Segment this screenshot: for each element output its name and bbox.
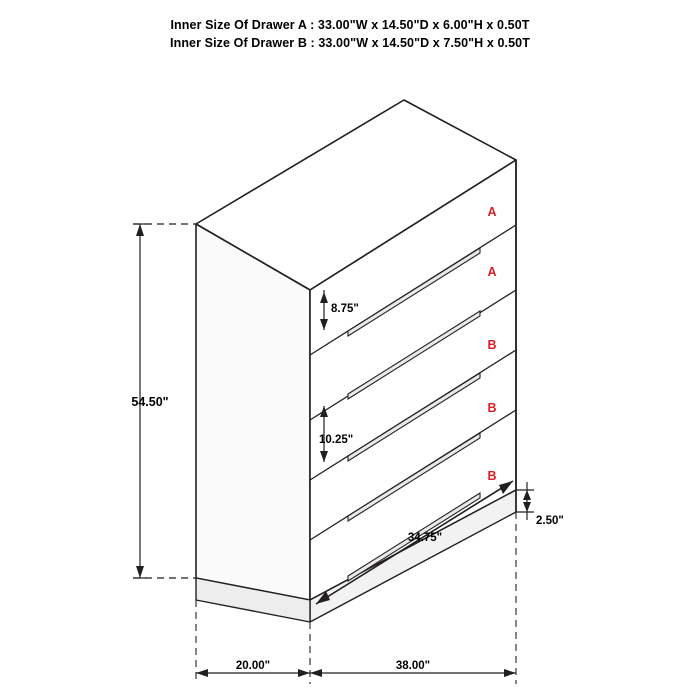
arrow-base-down [523, 502, 531, 512]
label-base-height: 2.50" [536, 515, 564, 527]
label-drawer-height-b: 10.25" [319, 434, 354, 446]
drawer-label-1: A [487, 205, 497, 219]
header-line-drawer-b: Inner Size Of Drawer B : 33.00"W x 14.50"D x 7.50"H x 0.50T [170, 36, 530, 51]
arrow-base-up [523, 490, 531, 500]
drawer-label-3: B [487, 338, 497, 352]
arrow-width-left [310, 669, 322, 677]
header-line-drawer-a: Inner Size Of Drawer A : 33.00"W x 14.50"D x 6.00"H x 0.50T [170, 18, 530, 32]
label-overall-height: 54.50" [131, 395, 169, 409]
label-width: 38.00" [395, 660, 431, 672]
arrow-up [136, 224, 144, 236]
drawer-label-5: B [487, 469, 497, 483]
chest-left-side-panel [196, 224, 310, 600]
dimension-base-height [516, 482, 534, 520]
label-depth: 20.00" [235, 660, 271, 672]
label-drawer-height-a: 8.75" [331, 303, 359, 315]
label-diagonal-width: 34.75" [407, 532, 443, 544]
arrow-width-right [504, 669, 516, 677]
drawer-label-4: B [487, 401, 497, 415]
arrow-depth-left [196, 669, 208, 677]
chest-body [196, 100, 516, 622]
arrow-down [136, 566, 144, 578]
drawer-label-2: A [487, 265, 497, 279]
arrow-depth-right [298, 669, 310, 677]
